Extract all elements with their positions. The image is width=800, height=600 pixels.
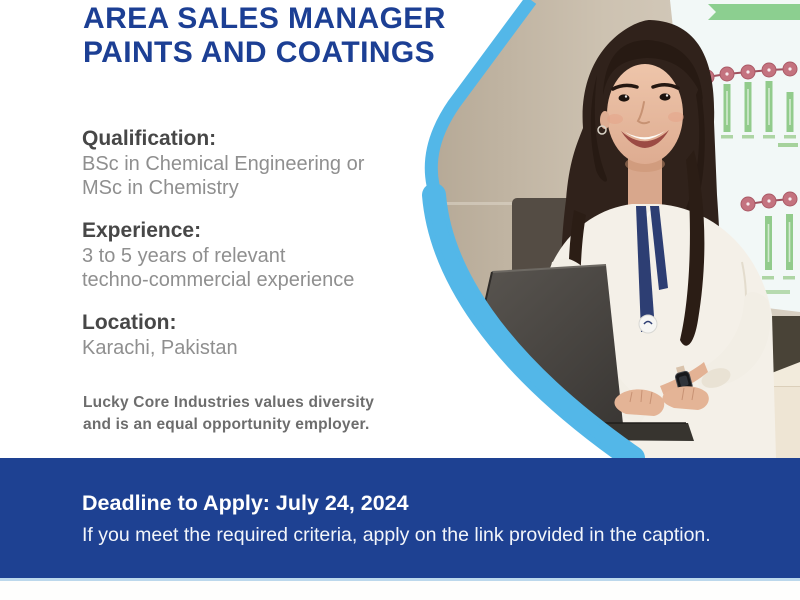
deadline-banner	[0, 458, 800, 578]
qualification-heading: Qualification:	[82, 127, 217, 150]
photo-content	[410, 0, 800, 458]
deadline-text: Deadline to Apply: July 24, 2024	[82, 490, 409, 515]
location-heading: Location:	[82, 311, 177, 334]
photo-green-ribbon	[708, 4, 800, 20]
note-line2: and is an equal opportunity employer.	[83, 415, 370, 433]
experience-line2: techno-commercial experience	[82, 269, 355, 291]
location-line1: Karachi, Pakistan	[82, 337, 238, 359]
experience-heading: Experience:	[82, 219, 202, 242]
photo-chart-caption1	[778, 143, 798, 147]
experience-line1: 3 to 5 years of relevant	[82, 245, 286, 267]
job-title-line2: PAINTS AND COATINGS	[83, 36, 436, 69]
footer-strip	[0, 581, 800, 600]
job-title-line1: AREA SALES MANAGER	[83, 2, 446, 35]
note-line1: Lucky Core Industries values diversity	[83, 394, 375, 411]
apply-instruction-text: If you meet the required criteria, apply on the link provided in the caption.	[82, 523, 711, 546]
qualification-line2: MSc in Chemistry	[82, 177, 239, 199]
qualification-line1: BSc in Chemical Engineering or	[82, 153, 365, 175]
photo-chart-caption2	[764, 290, 790, 294]
